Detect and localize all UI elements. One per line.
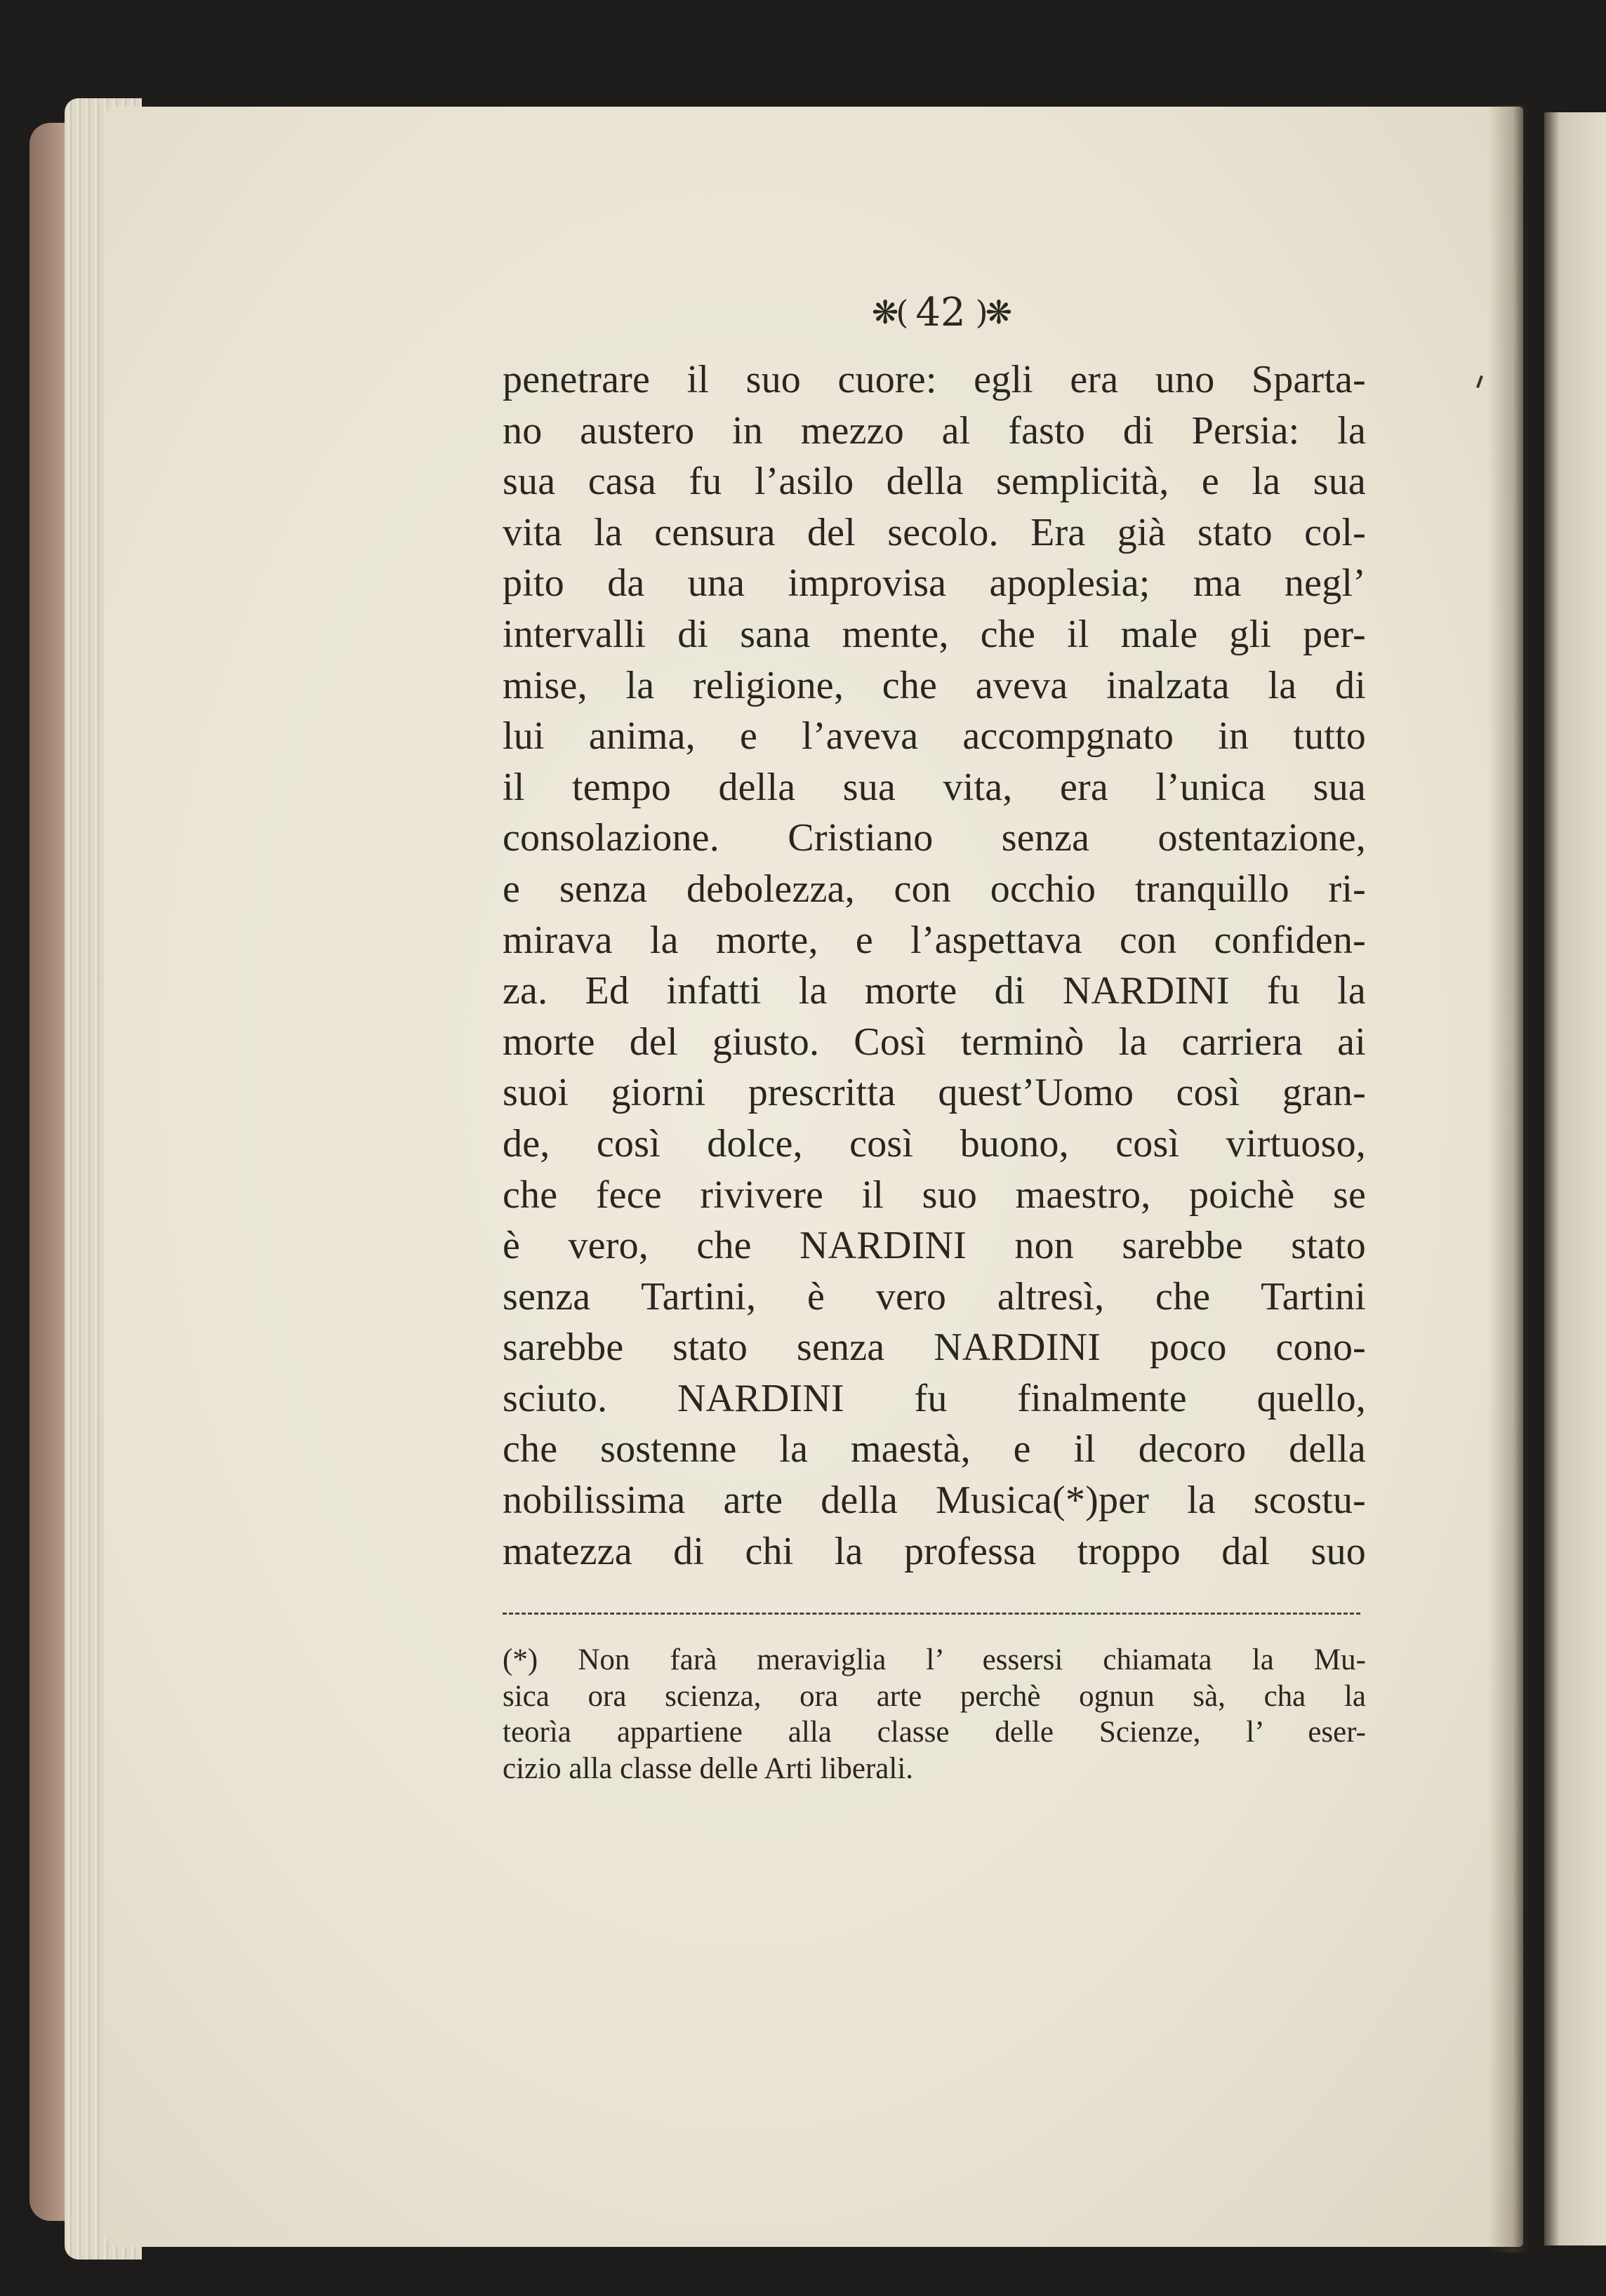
- text-line: morte del giusto. Così terminò la carriera ai: [503, 1020, 1366, 1064]
- text-line: sarebbe stato senza NARDINI poco cono-: [503, 1326, 1366, 1370]
- text-line: pito da una improvisa apoplesia; ma negl’: [503, 561, 1366, 606]
- text-line: penetrare il suo cuore: egli era uno Sparta-: [503, 358, 1366, 401]
- text-line: no austero in mezzo al fasto di Persia: la: [503, 408, 1366, 453]
- footnote-rule: [503, 1613, 1360, 1615]
- text-line: matezza di chi la professa troppo dal suo: [503, 1529, 1366, 1573]
- gutter-shadow: [1488, 105, 1530, 2252]
- footnote-line: (*) Non farà meraviglia l’ essersi chiamata la Mu-: [503, 1643, 1366, 1676]
- text-line: sciuto. NARDINI fu finalmente quello,: [503, 1376, 1366, 1420]
- facing-page-edge: [1544, 112, 1606, 2245]
- text-line: vita la censura del secolo. Era già stato col-: [503, 510, 1366, 554]
- running-header: [821, 284, 1060, 340]
- text-line: e senza debolezza, con occhio tranquillo ri-: [503, 867, 1366, 911]
- text-line: senza Tartini, è vero altresì, che Tartini: [503, 1274, 1366, 1319]
- footnote-line: teorìa appartiene alla classe delle Scienze, l’ eser-: [503, 1716, 1366, 1749]
- text-line: è vero, che NARDINI non sarebbe stato: [503, 1224, 1366, 1268]
- text-line: mirava la morte, e l’aspettava con confiden-: [503, 918, 1366, 962]
- text-line: sua casa fu l’asilo della semplicità, e la sua: [503, 460, 1366, 504]
- text-line: intervalli di sana mente, che il male gli per-: [503, 612, 1366, 656]
- text-line: nobilissima arte della Musica(*)per la scostu-: [503, 1479, 1366, 1523]
- body-text: [503, 354, 1366, 1577]
- footnote-line: sica ora scienza, ora arte perchè ognun sà, cha la: [503, 1679, 1366, 1713]
- page-number: 42: [915, 289, 966, 335]
- text-line: consolazione. Cristiano senza ostentazione,: [503, 816, 1366, 860]
- text-line: lui anima, e l’aveva accompgnato in tutto: [503, 714, 1366, 759]
- text-line: suoi giorni prescritta quest’Uomo così gran-: [503, 1071, 1366, 1115]
- text-line: de, così dolce, così buono, così virtuoso,: [503, 1121, 1366, 1166]
- ornament-right: )❋: [975, 293, 1010, 331]
- text-line: che fece rivivere il suo maestro, poichè se: [503, 1173, 1366, 1217]
- text-line: za. Ed infatti la morte di NARDINI fu la: [503, 969, 1366, 1013]
- ornament-left: ❋(: [871, 293, 906, 331]
- text-line: mise, la religione, che aveva inalzata la di: [503, 663, 1366, 707]
- text-line: il tempo della sua vita, era l’unica sua: [503, 765, 1366, 809]
- footnote: [503, 1642, 1366, 1787]
- text-line: che sostenne la maestà, e il decoro della: [503, 1427, 1366, 1471]
- footnote-line: cizio alla classe delle Arti liberali.: [503, 1751, 914, 1785]
